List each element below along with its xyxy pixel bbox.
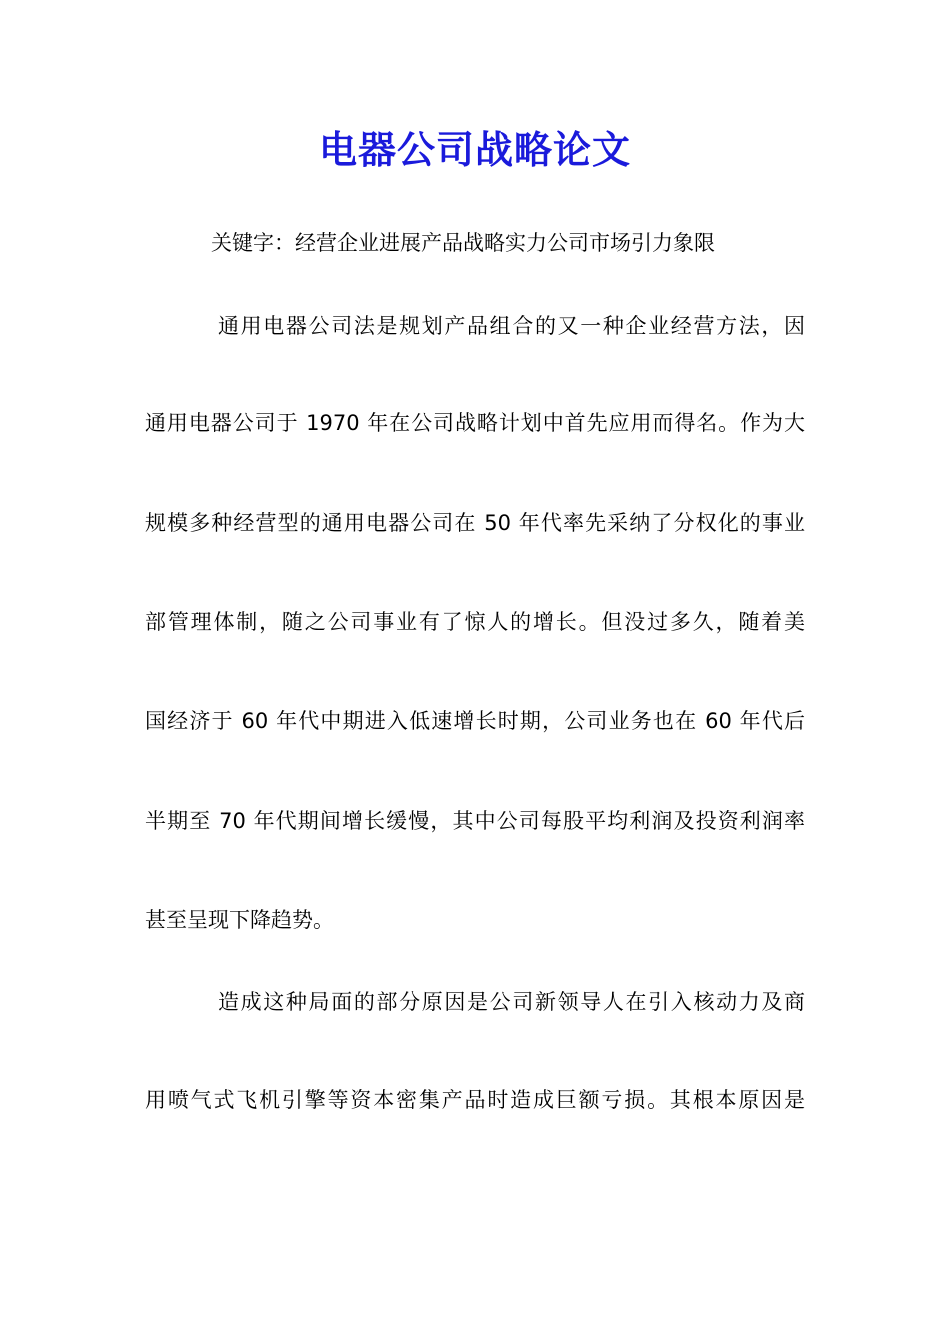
paragraph-2-line-1: 造成这种局面的部分原因是公司新领导人在引入核动力及商: [218, 990, 805, 1014]
paragraph-1-line-5: 国经济于 60 年代中期进入低速增长时期，公司业务也在 60 年代后: [145, 709, 805, 733]
keywords-line: 关键字：经营企业进展产品战略实力公司市场引力象限: [211, 231, 715, 255]
document-title: 电器公司战略论文: [318, 128, 631, 172]
paragraph-1-line-6: 半期至 70 年代期间增长缓慢，其中公司每股平均利润及投资利润率: [145, 809, 805, 833]
paragraph-1-line-4: 部管理体制，随之公司事业有了惊人的增长。但没过多久，随着美: [145, 610, 805, 634]
paragraph-1-line-2: 通用电器公司于 1970 年在公司战略计划中首先应用而得名。作为大: [145, 411, 805, 435]
paragraph-2-line-2: 用喷气式飞机引擎等资本密集产品时造成巨额亏损。其根本原因是: [145, 1088, 805, 1112]
paragraph-1-line-3: 规模多种经营型的通用电器公司在 50 年代率先采纳了分权化的事业: [145, 511, 805, 535]
paragraph-1-line-7: 甚至呈现下降趋势。: [145, 908, 334, 932]
paragraph-1-line-1: 通用电器公司法是规划产品组合的又一种企业经营方法，因: [218, 314, 805, 338]
